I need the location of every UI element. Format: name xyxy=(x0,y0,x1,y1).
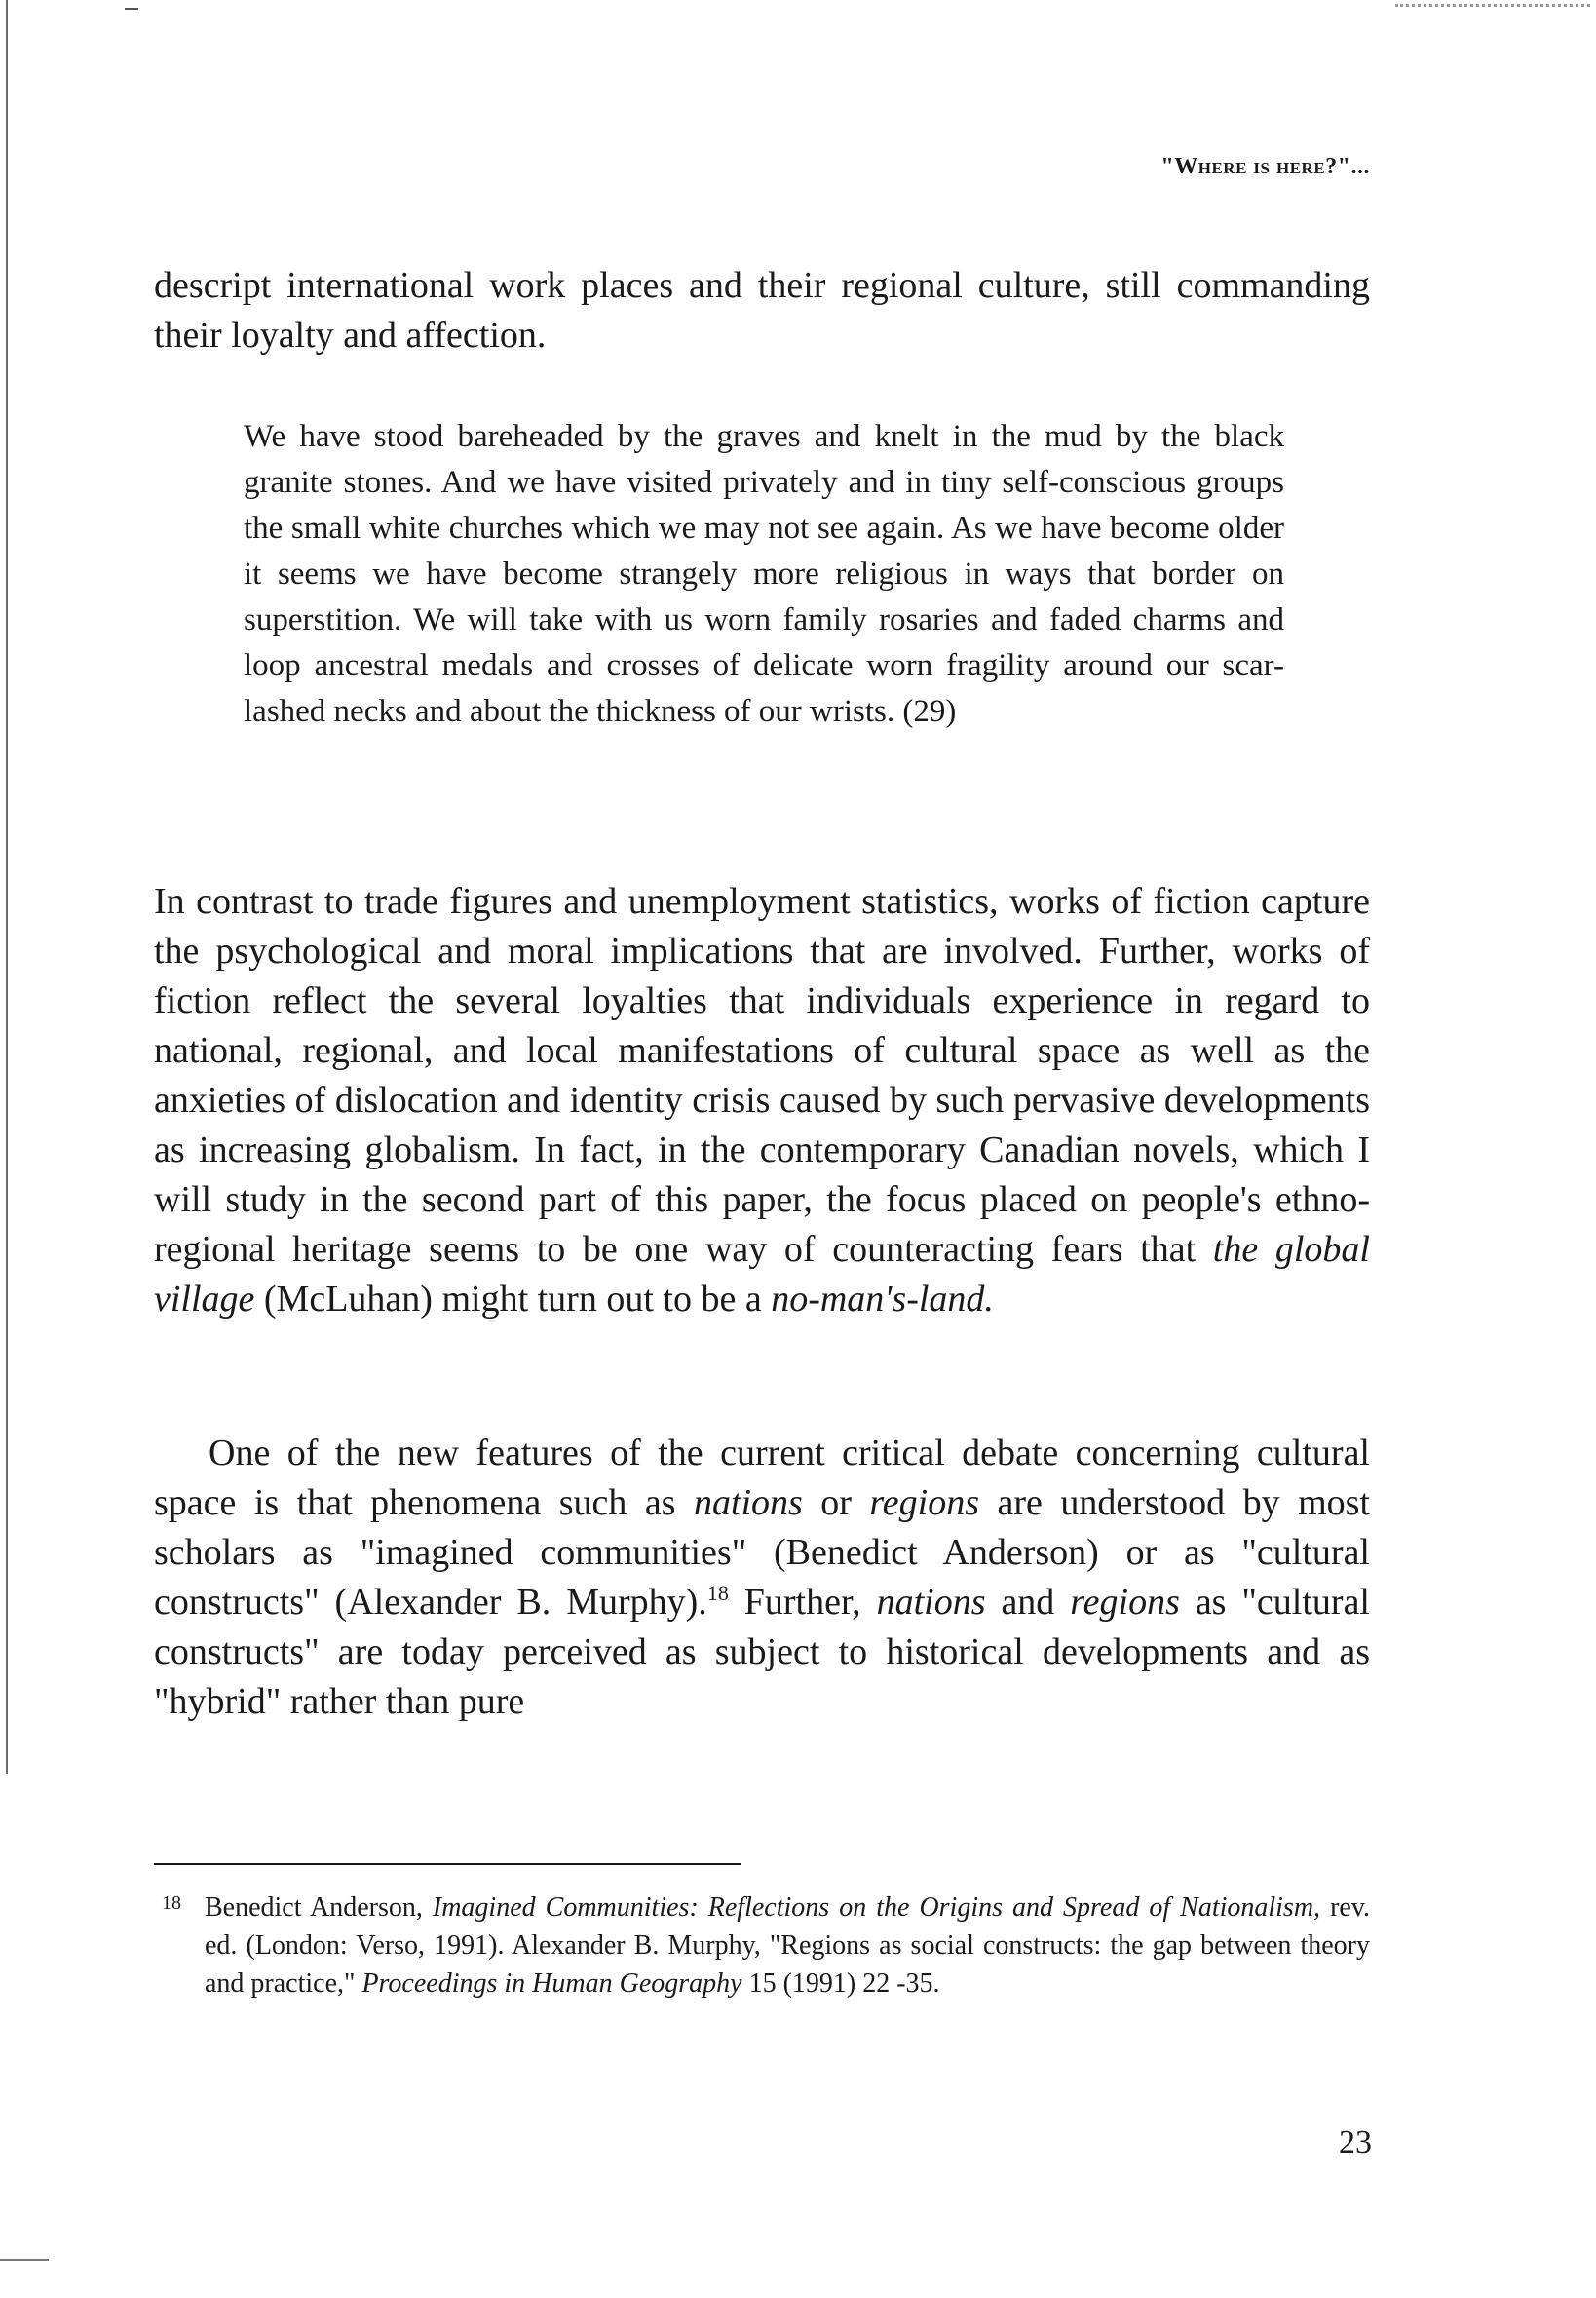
paragraph-text: and xyxy=(985,1582,1071,1623)
block-quotation: We have stood bareheaded by the graves and knelt in the mud by the black granite stones. And we have visited privately and in tiny self-conscious groups the small white churches which we may not see again. As we have become older it seems we have become strangely more religious in ways that border on superstition. We will take with us worn family rosaries and faded charms and loop ancestral medals and crosses of delicate worn fragility around our scar-lashed necks and about the thickness of our wrists. (29) xyxy=(244,419,1284,729)
italic-term-regions: regions xyxy=(1070,1582,1180,1623)
paragraph-critical-debate xyxy=(154,1429,1370,1727)
footnote-journal-title: Proceedings in Human Geography xyxy=(361,1969,742,1999)
paragraph-text: as "cultural constructs" are today perceived as subject to historical developments and as "hybrid" rather than pure xyxy=(154,1582,1370,1722)
footnote xyxy=(162,1889,1371,2003)
footnote-reference[interactable]: 18 xyxy=(706,1581,729,1605)
paragraph-text: are understood by most scholars as "imagined communities" (Benedict Anderson) or as "cultural constructs" (Alexander B. Murphy). xyxy=(154,1482,1371,1623)
paragraph-text: One of the new features of the current critical debate concerning cultural space is that phenomena such as xyxy=(154,1433,1370,1523)
italic-term-nations: nations xyxy=(693,1482,803,1523)
footnote-text: Benedict Anderson, xyxy=(205,1893,433,1923)
paragraph-text: Further, xyxy=(728,1582,877,1623)
scan-bottom-mark xyxy=(0,2259,49,2261)
italic-term-regions: regions xyxy=(869,1482,980,1523)
footnote-text: 15 (1991) 22 -35. xyxy=(741,1969,940,1999)
paragraph-text: or xyxy=(802,1482,870,1523)
italic-term-global-village: the global village xyxy=(154,1229,1370,1320)
scan-tick-mark xyxy=(125,8,138,10)
scan-edge-line xyxy=(6,0,8,1774)
paragraph-text: (McLuhan) might turn out to be a xyxy=(254,1279,772,1320)
footnote-book-title: Imagined Communities: Reflections on the Origins and Spread of Nationalism, xyxy=(432,1893,1321,1923)
paragraph-continued: descript international work places and their regional culture, still commanding their loyalty and affection. xyxy=(154,265,1370,356)
scan-dotted-edge xyxy=(1395,4,1590,10)
paragraph-text: In contrast to trade figures and unemployment statistics, works of fiction capture the psychological and moral implications that are involved. Further, works of fiction reflect the several loyalties that individuals experience in regard to national, regional, and local manifestations of cultural space as well as the anxieties of dislocation and identity crisis caused by such pervasive developments as increasing globalism. In fact, in the contemporary Canadian novels, which I will study in the second part of this paper, the focus placed on people's ethno-regional heritage seems to be one way of counteracting fears that xyxy=(154,881,1370,1270)
running-head: "Where is here?"... xyxy=(1160,154,1370,179)
footnote-divider xyxy=(154,1863,741,1865)
footnote-number: 18 xyxy=(162,1893,181,1914)
page-number: 23 xyxy=(1339,2125,1372,2161)
footnote-text: rev. ed. (London: Verso, 1991). Alexander B. Murphy, "Regions as social constructs: the gap between theory and practice," xyxy=(205,1893,1371,1999)
paragraph-contrast xyxy=(154,877,1370,1324)
italic-term-no-mans-land: no-man's-land. xyxy=(771,1279,994,1320)
italic-term-nations: nations xyxy=(876,1582,986,1623)
